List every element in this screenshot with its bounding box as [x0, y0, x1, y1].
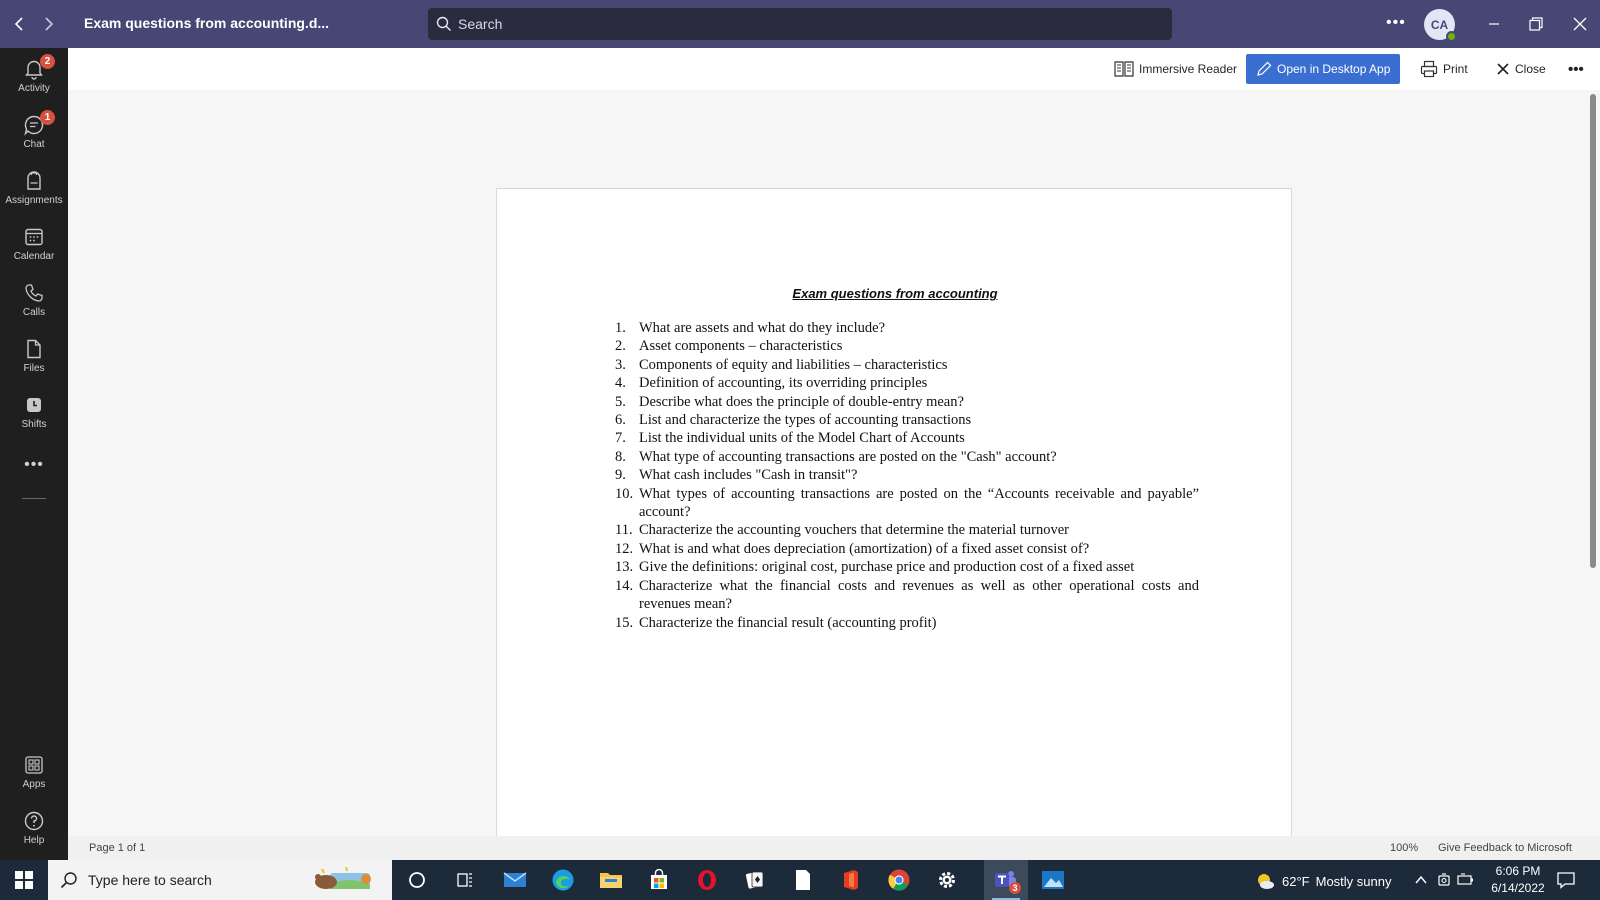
- question-text: Definition of accounting, its overriding principles: [639, 375, 928, 392]
- settings-more-button[interactable]: •••: [1386, 14, 1406, 31]
- question-number: 8.: [615, 448, 626, 465]
- clock-time: 6:06 PM: [1495, 864, 1541, 878]
- question-text: What are assets and what do they include?: [639, 320, 886, 336]
- taskbar-mail-app[interactable]: [502, 868, 528, 892]
- calendar-icon: [23, 226, 45, 248]
- rail-item-label: Calls: [22, 307, 46, 318]
- question-item: [615, 374, 1199, 392]
- rail-item-files[interactable]: [0, 332, 68, 384]
- taskbar-blank-document[interactable]: [790, 868, 816, 892]
- minimize-icon: [1488, 18, 1500, 30]
- more-apps-button[interactable]: •••: [24, 456, 44, 473]
- immersive-reader-label: Immersive Reader: [1139, 62, 1238, 76]
- clock-date: 6/14/2022: [1491, 881, 1545, 895]
- document-icon: [794, 869, 812, 891]
- question-text: What type of accounting transactions are posted on the "Cash" account?: [639, 448, 1057, 465]
- question-item: [615, 521, 1199, 539]
- edge-browser-icon: [551, 868, 575, 892]
- question-item: [615, 411, 1199, 429]
- app-rail: [0, 48, 68, 860]
- minimize-button[interactable]: [1482, 12, 1506, 36]
- title-bar: [0, 0, 1600, 48]
- search-icon: [60, 871, 78, 889]
- help-icon: [23, 810, 45, 832]
- rail-item-chat[interactable]: [0, 108, 68, 160]
- question-number: 6.: [615, 412, 626, 429]
- taskbar-chrome-browser[interactable]: [886, 868, 912, 892]
- weather-widget[interactable]: [1254, 871, 1391, 891]
- open-desktop-app-label: Open in Desktop App: [1277, 62, 1391, 76]
- question-text: Describe what does the principle of double-entry mean?: [639, 393, 964, 410]
- window-title: Exam questions from accounting.d...: [84, 15, 330, 31]
- question-text: List and characterize the types of accounting transactions: [639, 412, 972, 429]
- folder-icon: [599, 870, 623, 890]
- activity-badge: 2: [40, 54, 55, 69]
- pencil-icon: [1256, 61, 1272, 77]
- print-button[interactable]: [1420, 54, 1468, 84]
- taskbar-office-app[interactable]: [838, 868, 864, 892]
- network-icon[interactable]: [1436, 871, 1452, 887]
- task-view-icon: [456, 871, 474, 889]
- chat-badge: 1: [40, 110, 55, 125]
- question-text: What cash includes "Cash in transit"?: [639, 467, 858, 484]
- question-number: 7.: [615, 430, 626, 447]
- document-title: Exam questions from accounting: [792, 286, 998, 301]
- question-number: 14.: [615, 577, 634, 594]
- question-number: 12.: [615, 540, 634, 557]
- question-text: List the individual units of the Model Chart of Accounts: [639, 430, 965, 447]
- back-button[interactable]: [8, 12, 32, 36]
- question-item: [615, 614, 1199, 632]
- question-item: [615, 356, 1199, 374]
- question-number: 3.: [615, 356, 626, 373]
- question-text: What is and what does depreciation (amortization) of a fixed asset consist of?: [639, 540, 1090, 557]
- question-text: Components of equity and liabilities – characteristics: [639, 356, 948, 373]
- opera-icon: [696, 869, 718, 891]
- question-item: [615, 485, 1199, 522]
- close-icon: [1496, 62, 1510, 76]
- rail-item-activity[interactable]: [0, 52, 68, 104]
- rail-item-assignments[interactable]: [0, 164, 68, 216]
- restore-icon: [1529, 17, 1543, 31]
- question-list: [615, 319, 1199, 632]
- question-item: [615, 577, 1199, 614]
- rail-item-label: Shifts: [21, 419, 47, 430]
- rail-item-apps[interactable]: [0, 748, 68, 800]
- search-box[interactable]: [428, 8, 1172, 40]
- weather-desc: Mostly sunny: [1315, 873, 1392, 889]
- chevron-up-icon[interactable]: [1414, 873, 1428, 887]
- action-center-button[interactable]: [1556, 870, 1576, 895]
- more-options-button[interactable]: •••: [1568, 60, 1584, 78]
- question-item: [615, 466, 1199, 484]
- avatar[interactable]: [1424, 9, 1455, 40]
- system-tray: [1414, 871, 1475, 890]
- photos-icon: [1041, 870, 1065, 890]
- close-label: Close: [1515, 62, 1546, 76]
- question-item: [615, 448, 1199, 466]
- presence-available-icon: [1446, 31, 1457, 42]
- rail-item-label: Assignments: [5, 195, 63, 206]
- rail-item-shifts[interactable]: [0, 388, 68, 440]
- apps-icon: [23, 754, 45, 776]
- give-feedback-link[interactable]: Give Feedback to Microsoft: [1438, 842, 1572, 854]
- question-number: 9.: [615, 467, 626, 484]
- question-text: What types of accounting transactions are posted on the “Accounts receivable and payable” account?: [639, 485, 1199, 521]
- open-desktop-app-button[interactable]: [1246, 54, 1400, 84]
- weather-temp: 62°F: [1282, 873, 1310, 889]
- rail-item-label: Calendar: [13, 251, 55, 262]
- teams-badge: 3: [1009, 882, 1021, 894]
- cortana-button[interactable]: [404, 868, 430, 892]
- question-number: 15.: [615, 614, 634, 631]
- close-window-button[interactable]: [1568, 12, 1592, 36]
- battery-icon[interactable]: [1457, 871, 1475, 887]
- document-page: [496, 188, 1292, 900]
- windows-taskbar: [0, 860, 1600, 900]
- taskbar-photos-app[interactable]: [1040, 868, 1066, 892]
- cortana-circle-icon: [408, 871, 426, 889]
- restore-button[interactable]: [1524, 12, 1548, 36]
- question-item: [615, 540, 1199, 558]
- store-bag-icon: [648, 869, 670, 891]
- taskbar-microsoft-store[interactable]: [646, 868, 672, 892]
- close-icon: [1573, 17, 1587, 31]
- question-number: 1.: [615, 320, 626, 336]
- rail-item-label: Files: [23, 363, 45, 374]
- mail-icon: [503, 871, 527, 889]
- windows-logo-icon: [14, 870, 34, 890]
- search-icon: [436, 16, 452, 32]
- question-item: [615, 319, 1199, 337]
- rail-item-label: Apps: [22, 779, 46, 790]
- sun-cloud-icon: [1254, 871, 1276, 891]
- rail-item-help[interactable]: [0, 804, 68, 856]
- question-text: Characterize what the financial costs and revenues as well as other operational costs and revenues mean?: [639, 577, 1199, 613]
- zoom-level[interactable]: 100%: [1390, 842, 1419, 854]
- search-input[interactable]: [458, 8, 1158, 40]
- playing-cards-icon: [744, 869, 766, 891]
- taskbar-settings[interactable]: [934, 868, 960, 892]
- rail-item-label: Activity: [18, 83, 50, 94]
- file-icon: [23, 338, 45, 360]
- status-bar: [68, 836, 1600, 860]
- rail-item-label: Help: [23, 835, 45, 846]
- rail-item-calls[interactable]: [0, 276, 68, 328]
- search-highlight-illustration-icon: [310, 865, 374, 895]
- question-number: 2.: [615, 338, 626, 355]
- question-number: 5.: [615, 393, 626, 410]
- notification-icon: [1556, 870, 1576, 890]
- taskbar-clock[interactable]: [1488, 863, 1548, 897]
- question-text: Characterize the financial result (accounting profit): [639, 614, 937, 631]
- close-document-button[interactable]: [1496, 54, 1546, 84]
- question-item: [615, 337, 1199, 355]
- taskbar-search[interactable]: [48, 860, 392, 900]
- taskbar-solitaire[interactable]: [742, 868, 768, 892]
- question-item: [615, 393, 1199, 411]
- question-number: 13.: [615, 559, 634, 576]
- rail-item-calendar[interactable]: [0, 220, 68, 272]
- document-viewer[interactable]: [68, 90, 1600, 836]
- immersive-reader-icon: [1114, 60, 1134, 78]
- taskbar-opera-browser[interactable]: [694, 868, 720, 892]
- question-text: Asset components – characteristics: [639, 338, 843, 355]
- question-number: 4.: [615, 375, 626, 392]
- taskbar-file-explorer[interactable]: [598, 868, 624, 892]
- chrome-icon: [887, 868, 911, 892]
- taskbar-edge-browser[interactable]: [550, 868, 576, 892]
- chevron-right-icon: [42, 17, 54, 31]
- clock-icon: [23, 394, 45, 416]
- print-label: Print: [1443, 62, 1468, 76]
- vertical-scrollbar[interactable]: [1590, 94, 1596, 568]
- start-button[interactable]: [14, 870, 34, 895]
- task-view-button[interactable]: [452, 868, 478, 892]
- question-item: [615, 558, 1199, 576]
- document-command-bar: [68, 48, 1600, 90]
- backpack-icon: [23, 170, 45, 192]
- gear-icon: [936, 869, 958, 891]
- question-number: 10.: [615, 485, 634, 502]
- rail-divider: [22, 498, 46, 499]
- office-icon: [841, 869, 861, 891]
- question-item: [615, 429, 1199, 447]
- phone-icon: [23, 282, 45, 304]
- question-text: Give the definitions: original cost, purchase price and production cost of a fixed asset: [639, 559, 1135, 576]
- question-text: Characterize the accounting vouchers that determine the material turnover: [639, 522, 1069, 539]
- forward-button[interactable]: [36, 12, 60, 36]
- rail-item-label: Chat: [23, 139, 45, 150]
- immersive-reader-button[interactable]: [1114, 54, 1237, 84]
- avatar-initials: CA: [1430, 17, 1449, 32]
- taskbar-teams-active[interactable]: [984, 860, 1028, 900]
- taskbar-search-input[interactable]: [88, 872, 308, 888]
- question-number: 11.: [615, 522, 633, 539]
- printer-icon: [1420, 60, 1438, 78]
- chevron-left-icon: [14, 17, 26, 31]
- page-indicator: Page 1 of 1: [89, 842, 146, 854]
